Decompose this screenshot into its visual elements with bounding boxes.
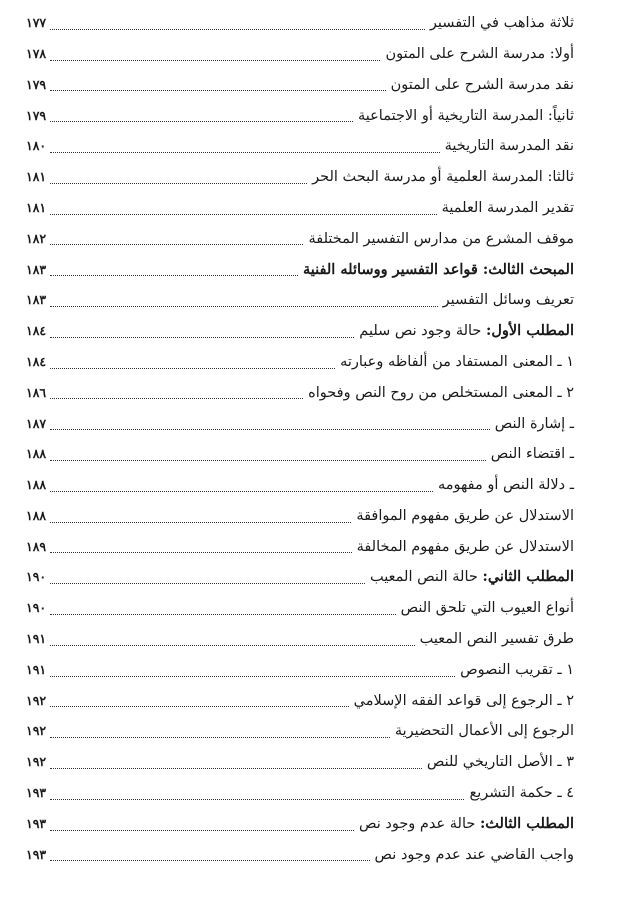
toc-entry-page: ١٩٠ (26, 569, 47, 585)
toc-entry-title: ١ ـ المعنى المستفاد من ألفاظه وعبارته (340, 353, 574, 370)
dot-leader (50, 522, 351, 523)
dot-leader (50, 121, 353, 122)
toc-entry-title: الاستدلال عن طريق مفهوم المخالفة (356, 538, 574, 555)
toc-entry (26, 470, 574, 501)
toc-entry (26, 593, 574, 624)
toc-entry (26, 224, 574, 255)
toc-subsection-heading (26, 809, 574, 840)
toc-entry-page: ١٩٠ (26, 600, 47, 616)
dot-leader (50, 214, 437, 215)
toc-entry-page: ١٨٣ (26, 292, 47, 308)
toc-entry (26, 655, 574, 686)
toc-entry-page: ١٨٤ (26, 353, 47, 369)
dot-leader (50, 429, 490, 430)
toc-entry (26, 624, 574, 655)
toc-entry (26, 778, 574, 809)
dot-leader (50, 706, 349, 707)
dot-leader (50, 860, 370, 861)
toc-entry-page: ١٨٧ (26, 415, 47, 431)
toc-entry-page: ١٩١ (26, 661, 47, 677)
toc-entry (26, 285, 574, 316)
toc-entry-title: أنواع العيوب التي تلحق النص (400, 600, 574, 617)
toc-entry-title: ١ ـ تقريب النصوص (460, 661, 574, 678)
toc-section-heading (26, 254, 574, 285)
toc-entry-title: ـ دلالة النص أو مفهومه (437, 477, 574, 494)
toc-entry (26, 131, 574, 162)
toc-entry (26, 347, 574, 378)
toc-entry-title: الاستدلال عن طريق مفهوم الموافقة (356, 507, 574, 524)
toc-subsection-heading (26, 316, 574, 347)
dot-leader (50, 244, 303, 245)
toc-entry-title: ٤ ـ حكمة التشريع (469, 785, 574, 802)
toc-entry-page: ١٨٠ (26, 138, 47, 154)
toc-entry (26, 162, 574, 193)
toc-entry-page: ١٨١ (26, 169, 47, 185)
toc-entry-title: المطلب الأول: حالة وجود نص سليم (359, 322, 574, 340)
toc-entry-page: ١٨٨ (26, 477, 47, 493)
toc-entry-page: ١٨٤ (26, 323, 47, 339)
toc-entry-page: ١٩٣ (26, 846, 47, 862)
toc-entry-title: تقدير المدرسة العلمية (441, 199, 574, 216)
toc-entry (26, 408, 574, 439)
toc-entry-title: نقد مدرسة الشرح على المتون (390, 76, 574, 93)
toc-entry-title: واجب القاضي عند عدم وجود نص (374, 846, 574, 863)
toc-entry-page: ١٩٣ (26, 785, 47, 801)
dot-leader (50, 583, 365, 584)
toc-entry (26, 747, 574, 778)
toc-entry (26, 100, 574, 131)
toc-entry (26, 686, 574, 717)
dot-leader (50, 614, 396, 615)
dot-leader (50, 306, 438, 307)
toc-entry (26, 193, 574, 224)
toc-entry (26, 8, 574, 39)
toc-entry-title: المطلب الثالث: حالة عدم وجود نص (358, 814, 574, 832)
dot-leader (50, 552, 352, 553)
toc-entry-title: ـ اقتضاء النص (490, 446, 574, 463)
toc-entry (26, 439, 574, 470)
toc-entry (26, 840, 574, 871)
toc-entry-title: نقد المدرسة التاريخية (444, 138, 574, 155)
toc-entry-title: موقف المشرع من مدارس التفسير المختلفة (308, 230, 574, 247)
toc-entry-page: ١٨٣ (26, 261, 47, 277)
dot-leader (50, 398, 303, 399)
dot-leader (50, 368, 335, 369)
dot-leader (50, 676, 455, 677)
toc-entry-page: ١٨٩ (26, 538, 47, 554)
dot-leader (50, 799, 464, 800)
toc-entry-page: ١٨٦ (26, 384, 47, 400)
toc-entry-title: ثلاثة مذاهب في التفسير (429, 15, 574, 32)
table-of-contents (26, 8, 574, 870)
dot-leader (50, 768, 422, 769)
toc-entry-page: ١٧٩ (26, 76, 47, 92)
dot-leader (50, 60, 380, 61)
toc-entry (26, 501, 574, 532)
toc-entry-title: ٢ ـ الرجوع إلى قواعد الفقه الإسلامي (353, 692, 574, 709)
toc-subsection-heading (26, 562, 574, 593)
toc-entry (26, 532, 574, 563)
toc-entry-title: ثانياً: المدرسة التاريخية أو الاجتماعية (357, 107, 574, 124)
toc-entry-page: ١٩١ (26, 631, 47, 647)
toc-entry-page: ١٨١ (26, 199, 47, 215)
dot-leader (50, 183, 307, 184)
dot-leader (50, 645, 415, 646)
toc-entry (26, 716, 574, 747)
toc-entry-title: تعريف وسائل التفسير (442, 292, 574, 309)
toc-entry-page: ١٨٢ (26, 230, 47, 246)
toc-entry-title: المطلب الثاني: حالة النص المعيب (370, 568, 574, 586)
toc-entry-page: ١٩٣ (26, 815, 47, 831)
toc-entry-page: ١٧٩ (26, 107, 47, 123)
toc-entry-page: ١٧٧ (26, 15, 47, 31)
toc-entry-page: ١٩٢ (26, 723, 47, 739)
dot-leader (50, 29, 425, 30)
dot-leader (50, 337, 354, 338)
toc-entry-title: أولا: مدرسة الشرح على المتون (385, 45, 574, 62)
dot-leader (50, 830, 354, 831)
toc-entry-page: ١٨٨ (26, 446, 47, 462)
toc-entry-page: ١٧٨ (26, 45, 47, 61)
toc-entry-page: ١٨٨ (26, 507, 47, 523)
toc-entry (26, 39, 574, 70)
toc-entry-page: ١٩٢ (26, 754, 47, 770)
toc-entry-title: ثالثا: المدرسة العلمية أو مدرسة البحث الحر (312, 169, 574, 186)
toc-entry (26, 378, 574, 409)
toc-entry-title: المبحث الثالث: قواعد التفسير ووسائله الفنية (303, 260, 574, 278)
toc-entry (26, 70, 574, 101)
dot-leader (50, 90, 386, 91)
toc-entry-title: طرق تفسير النص المعيب (419, 631, 574, 648)
toc-entry-title: الرجوع إلى الأعمال التحضيرية (394, 723, 574, 740)
toc-entry-title: ٣ ـ الأصل التاريخي للنص (426, 754, 574, 771)
dot-leader (50, 491, 433, 492)
dot-leader (50, 275, 298, 276)
dot-leader (50, 460, 486, 461)
toc-entry-title: ـ إشارة النص (494, 415, 574, 432)
toc-entry-page: ١٩٢ (26, 692, 47, 708)
dot-leader (50, 152, 440, 153)
dot-leader (50, 737, 390, 738)
toc-entry-title: ٢ ـ المعنى المستخلص من روح النص وفحواه (308, 384, 574, 401)
